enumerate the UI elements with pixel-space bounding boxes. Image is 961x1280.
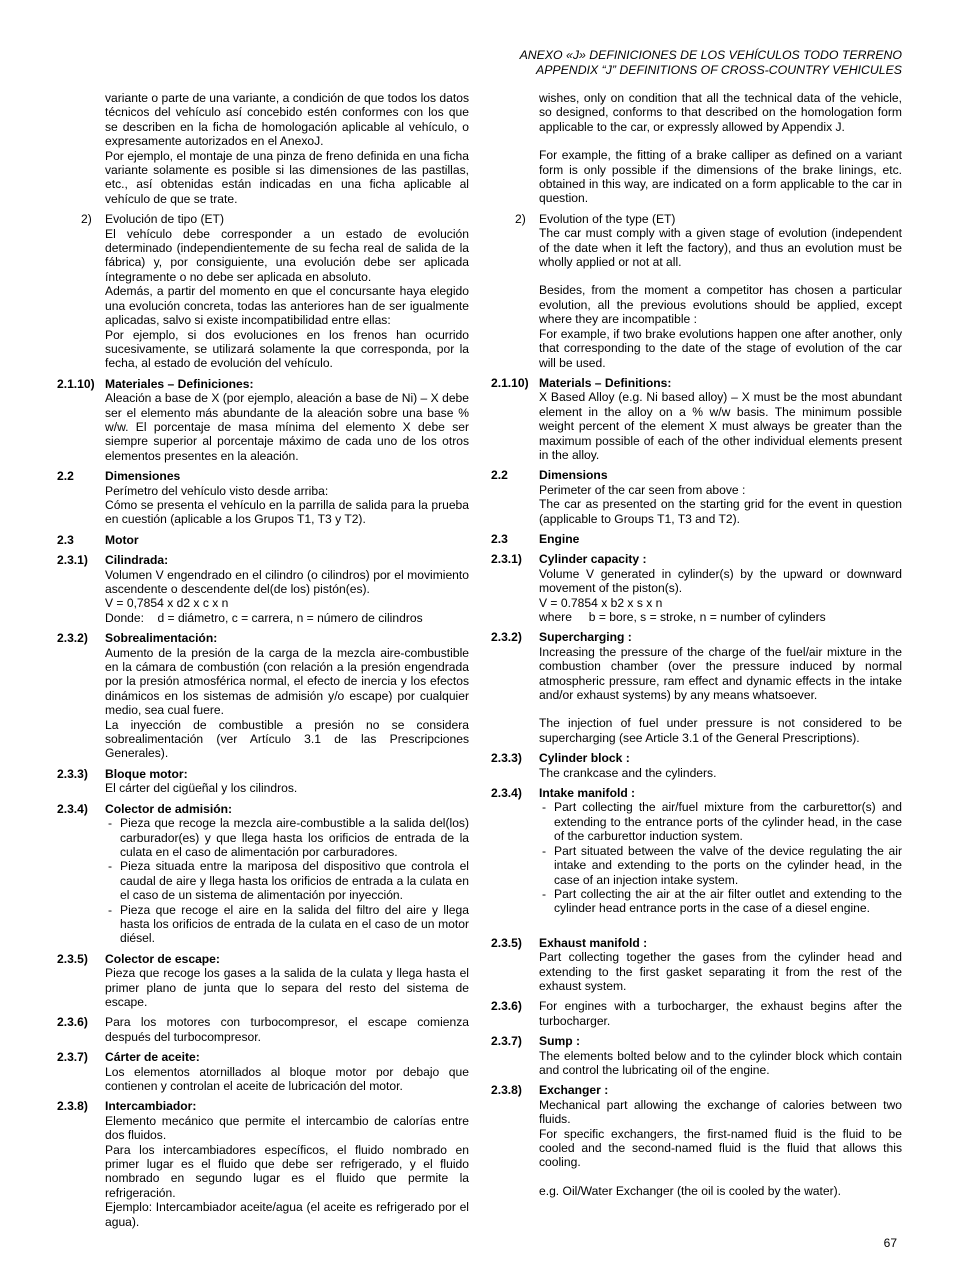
paragraph: The crankcase and the cylinders. [539, 765, 717, 780]
paragraph: Increasing the pressure of the charge of the fuel/air mixture in the combustion chamber (over the pressure induced by normal atmospheric pressure, ram effect and dynamic effects in the intake and/or exhaust systems) by any means whatsoever. [539, 644, 902, 703]
header-line-en: APPENDIX “J” DEFINITIONS OF CROSS-COUNTRY VEHICULES [536, 63, 902, 77]
section-2-3-5-en [491, 936, 902, 994]
paragraph: e.g. Oil/Water Exchanger (the oil is cooled by the water). [539, 1183, 842, 1198]
section-2-3-en [491, 532, 902, 546]
paragraph: Perimeter of the car seen from above : [539, 482, 746, 497]
formula-legend: where b = bore, s = stroke, n = number of cylinders [539, 610, 826, 624]
paragraph: For example, if two brake evolutions happen one after another, only that corresponding to the date of the stage of evolution of the car will be used. [539, 326, 902, 370]
spanish-column [57, 91, 469, 1235]
section-number: 2.3.4) [491, 786, 522, 801]
section-title: Motor [105, 532, 139, 547]
section-title: Cylinder capacity : [539, 552, 647, 567]
section-2-2-en [491, 468, 902, 526]
intro-en [491, 91, 902, 206]
item-title: Evolution of the type (ET) [539, 211, 676, 226]
paragraph: Ejemplo: Intercambiador aceite/agua (el aceite es refrigerado por el agua). [105, 1200, 469, 1229]
section-2-3-es [57, 533, 469, 547]
section-number: 2.3.3) [57, 766, 88, 781]
paragraph: Para los intercambiadores específicos, el fluido nombrado en primer lugar es el fluido que debe ser refrigerado, y el fluido nombrado en segundo lugar es el fluido que permite la refrigeración. [105, 1142, 469, 1200]
section-2-1-10-en [491, 376, 902, 462]
section-2-1-10-es [57, 377, 469, 463]
section-2-3-4-en [491, 786, 902, 930]
paragraph: Los elementos atornillados al bloque motor por debajo que contienen y controlan el aceite de lubricación del motor. [105, 1064, 469, 1093]
section-number: 2.2 [491, 468, 508, 483]
section-title: Sobrealimentación: [105, 631, 218, 646]
section-number: 2.3.2) [57, 631, 88, 646]
section-number: 2.3.2) [491, 630, 522, 645]
section-title: Colector de escape: [105, 951, 220, 966]
section-et-es [57, 212, 469, 370]
paragraph: La inyección de combustible a presión no se considera sobrealimentación (ver Artículo 3.1 de las Prescripciones Generales). [105, 717, 469, 761]
paragraph: wishes, only on condition that all the technical data of the vehicle, so designed, conforms to that described on the homologation form applicable to the car, or expressly allowed by Appendix J. [539, 91, 902, 134]
paragraph: Besides, from the moment a competitor has chosen a particular evolution, all the previous evolutions should be applied, except where they are incompatible : [539, 283, 902, 327]
formula: V = 0,7854 x d2 x c x n [105, 596, 229, 611]
paragraph: Volume V generated in cylinder(s) by the upward or downward movement of the piston(s). [539, 566, 902, 596]
paragraph: Además, a partir del momento en que el concursante haya elegido una evolución concreta, todas las anteriores han de ser igualmente aplicadas, salvo si existe incompatibilidad entre ellas: [105, 284, 469, 328]
intro-es [57, 91, 469, 206]
paragraph: Por ejemplo, si dos evoluciones en los frenos han ocurrido sucesivamente, se utilizará solamente la que corresponda, por la fecha, al estado de evolución del vehículo. [105, 327, 469, 371]
paragraph: Por ejemplo, el montaje de una pinza de freno definida en una ficha variante solamente es posible si las dimensiones de las pastillas, etc., así obtenidas están indicadas en una ficha aplicable al vehículo de que se trate. [105, 148, 469, 206]
section-number: 2.1.10) [57, 376, 95, 391]
section-title: Dimensions [539, 468, 608, 483]
english-column [491, 91, 902, 1204]
section-number: 2.3.1) [57, 553, 88, 568]
section-2-3-6-es [57, 1015, 469, 1044]
section-2-3-5-es [57, 952, 469, 1010]
list-item: - Pieza situada entre la mariposa del dispositivo que controla el caudal de aire y llega hasta los orificios de entrada a la culata en el caso de un sistema de alimentación por inyección. [105, 859, 469, 902]
section-number: 2.3.6) [57, 1015, 88, 1030]
paragraph: variante o parte de una variante, a condición de que todos los datos técnicos del vehículo así concebido estén conformes con los que se describen en la ficha de homologación aplicable al vehículo, o expresamente autorizados en el AnexoJ. [105, 91, 469, 149]
section-number: 2.3.7) [491, 1034, 522, 1049]
section-title: Dimensiones [105, 469, 181, 484]
paragraph: Pieza que recoge los gases a la salida de la culata y llega hasta el primer plano de junta que lo separa del resto del sistema de escape. [105, 966, 469, 1009]
list-item: - Part situated between the valve of the device regulating the air intake and extending to the ports on the cylinder head, in the case of an injection intake system. [539, 844, 902, 887]
section-title: Engine [539, 531, 580, 546]
section-2-3-8-en [491, 1083, 902, 1198]
section-title: Intake manifold : [539, 786, 636, 801]
paragraph: The car must comply with a given stage of evolution (independent of the date when it left the factory), and thus an evolution must be wholly applied or not at all. [539, 226, 902, 270]
list-item: - Part collecting the air at the air filter outlet and extending to the cylinder head entrance ports in the case of a diesel engine. [539, 887, 902, 916]
paragraph: El vehículo debe corresponder a un estado de evolución determinado (independientemente de su fecha real de salida de la fábrica) y, por consiguiente, una evolución debe ser aplicada íntegramente o no debe ser aplicada en absoluto. [105, 226, 469, 284]
paragraph: Aleación a base de X (por ejemplo, aleación a base de Ni) – X debe ser el elemento más abundante de la aleación sobre una base % w/w. El porcentaje de masa mínima del elemento X debe ser siempre superior al porcentaje máximo de cada uno de los otros elementos presentes en la aleación. [105, 391, 469, 463]
paragraph: The injection of fuel under pressure is not considered to be supercharging (see Article 3.1 of the General Prescriptions). [539, 716, 902, 745]
section-number: 2.3.3) [491, 751, 522, 766]
paragraph: Perímetro del vehículo visto desde arriba: [105, 483, 329, 498]
section-number: 2.1.10) [491, 375, 529, 390]
paragraph: For specific exchangers, the first-named fluid is the fluid to be cooled and the second-named fluid is the fluid that allows this cooling. [539, 1126, 902, 1170]
section-number: 2.3 [491, 531, 508, 546]
section-2-3-8-es [57, 1099, 469, 1229]
section-title: Materiales – Definiciones: [105, 376, 254, 391]
section-number: 2.3.6) [491, 999, 522, 1014]
paragraph: Part collecting together the gases from the cylinder head and extending to the first gasket separating it from the rest of the exhaust system. [539, 950, 902, 993]
paragraph: The car as presented on the starting grid for the event in question (applicable to Groups T1, T3 and T2). [539, 497, 902, 526]
section-number: 2.3.1) [491, 552, 522, 567]
section-et-en [491, 212, 902, 370]
section-title: Colector de admisión: [105, 801, 233, 816]
paragraph: Aumento de la presión de la carga de la mezcla aire-combustible en la cámara de combustión (con relación a la presión engendrada por la presión atmosférica normal, el efecto de inercia y los efectos dinámicos en los sistemas de admisión y/o escape) por cualquier medio, sea cual fuere. [105, 645, 469, 718]
section-2-3-2-en [491, 630, 902, 745]
page-header [520, 48, 902, 78]
section-title: Cylinder block : [539, 751, 630, 766]
section-number: 2.3.5) [57, 951, 88, 966]
section-2-2-es [57, 469, 469, 527]
paragraph: Elemento mecánico que permite el intercambio de calorías entre dos fluidos. [105, 1113, 469, 1143]
paragraph: X Based Alloy (e.g. Ni based alloy) – X must be the most abundant element in the alloy on a % w/w basis. The minimum possible weight percent of the element X must always be greater than the maximum possible of each of the other individual elements present in the alloy. [539, 390, 902, 462]
section-title: Intercambiador: [105, 1099, 197, 1114]
section-title: Exhaust manifold : [539, 935, 648, 950]
item-number: 2) [515, 211, 526, 226]
section-2-3-6-en [491, 999, 902, 1028]
section-number: 2.3 [57, 532, 74, 547]
list-item: - Pieza que recoge la mezcla aire-combustible a la salida del(los) carburador(es) y que llega hasta los orificios de entrada de la culata en el caso de alimentación por carburadores. [105, 816, 469, 859]
section-title: Cilindrada: [105, 553, 169, 568]
formula: V = 0.7854 x b2 x s x n [539, 595, 663, 610]
section-2-3-3-es [57, 767, 469, 796]
section-number: 2.3.4) [57, 801, 88, 816]
paragraph: El cárter del cigüeñal y los cilindros. [105, 781, 298, 796]
section-2-3-4-es [57, 802, 469, 946]
paragraph: Mechanical part allowing the exchange of calories between two fluids. [539, 1097, 902, 1127]
section-2-3-2-es [57, 631, 469, 761]
section-title: Exchanger : [539, 1083, 609, 1098]
section-2-3-7-es [57, 1050, 469, 1093]
section-number: 2.2 [57, 469, 74, 484]
section-2-3-3-en [491, 751, 902, 780]
page-number: 67 [883, 1236, 897, 1250]
section-number: 2.3.8) [491, 1083, 522, 1098]
header-line-es: ANEXO «J» DEFINICIONES DE LOS VEHÍCULOS TODO TERRENO [519, 48, 902, 62]
item-number: 2) [81, 212, 92, 227]
section-title: Sump : [539, 1034, 580, 1049]
section-2-3-7-en [491, 1034, 902, 1077]
item-title: Evolución de tipo (ET) [105, 212, 224, 227]
section-number: 2.3.7) [57, 1050, 88, 1065]
section-title: Cárter de aceite: [105, 1050, 200, 1065]
paragraph: The elements bolted below and to the cylinder block which contain and control the lubricating oil of the engine. [539, 1048, 902, 1077]
section-title: Bloque motor: [105, 766, 188, 781]
paragraph: For engines with a turbocharger, the exhaust begins after the turbocharger. [539, 999, 902, 1028]
list-item: - Pieza que recoge el aire en la salida del filtro del aire y llega hasta los orificios de entrada de la culata en el caso de un motor diésel. [105, 903, 469, 946]
section-number: 2.3.5) [491, 935, 522, 950]
section-2-3-1-es [57, 553, 469, 625]
paragraph: Volumen V engendrado en el cilindro (o cilindros) por el movimiento ascendente o descendente del(de los) pistón(es). [105, 567, 469, 596]
section-title: Materials – Definitions: [539, 375, 672, 390]
paragraph: Cómo se presenta el vehículo en la parrilla de salida para la prueba en cuestión (aplicable a los Grupos T1, T3 y T2). [105, 497, 469, 527]
list-item: - Part collecting the air/fuel mixture from the carburettor(s) and extending to the entrance ports of the cylinder head, in the case of the carburettor induction system. [539, 800, 902, 843]
section-number: 2.3.8) [57, 1099, 88, 1114]
formula-legend: Donde: d = diámetro, c = carrera, n = número de cilindros [105, 610, 423, 625]
section-2-3-1-en [491, 552, 902, 624]
section-title: Supercharging : [539, 630, 632, 645]
paragraph: Para los motores con turbocompresor, el escape comienza después del turbocompresor. [105, 1015, 469, 1044]
paragraph: For example, the fitting of a brake calliper as defined on a variant form is only possible if the dimensions of the brake linings, etc. obtained in this way, are indicated on a form applicable to the car in question. [539, 148, 902, 206]
